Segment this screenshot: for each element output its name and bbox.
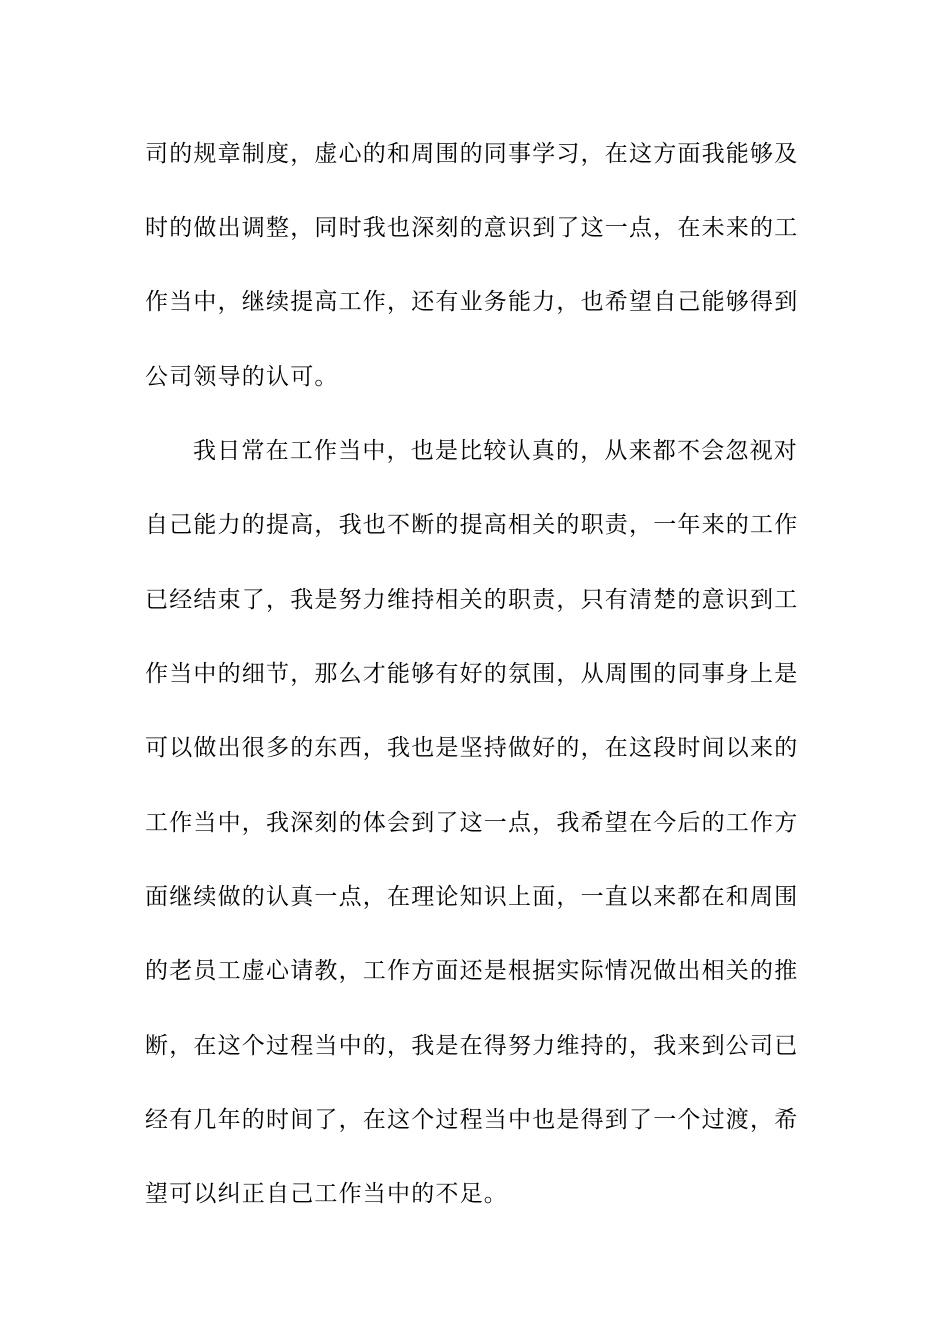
text-line: 我日常在工作当中，也是比较认真的，从来都不会忽视对: [193, 438, 798, 464]
text-line: 的老员工虚心请教，工作方面还是根据实际情况做出相关的推: [145, 958, 799, 984]
text-line: 经有几年的时间了，在这个过程当中也是得到了一个过渡，希: [145, 1107, 799, 1133]
text-line: 断，在这个过程当中的，我是在得努力维持的，我来到公司已: [145, 1033, 799, 1059]
text-line: 时的做出调整，同时我也深刻的意识到了这一点，在未来的工: [145, 215, 799, 241]
text-line: 司的规章制度，虚心的和周围的同事学习，在这方面我能够及: [145, 141, 799, 167]
text-line: 工作当中，我深刻的体会到了这一点，我希望在今后的工作方: [145, 810, 799, 836]
text-line: 望可以纠正自己工作当中的不足。: [145, 1181, 508, 1207]
text-line: 面继续做的认真一点，在理论知识上面，一直以来都在和周围: [145, 884, 799, 910]
text-line: 自己能力的提高，我也不断的提高相关的职责，一年来的工作: [145, 512, 799, 538]
text-line: 可以做出很多的东西，我也是坚持做好的，在这段时间以来的: [145, 735, 799, 761]
text-line: 作当中，继续提高工作，还有业务能力，也希望自己能够得到: [145, 289, 799, 315]
text-line: 作当中的细节，那么才能够有好的氛围，从周围的同事身上是: [145, 661, 799, 687]
text-line: 公司领导的认可。: [145, 364, 339, 390]
text-line: 已经结束了，我是努力维持相关的职责，只有清楚的意识到工: [145, 587, 799, 613]
